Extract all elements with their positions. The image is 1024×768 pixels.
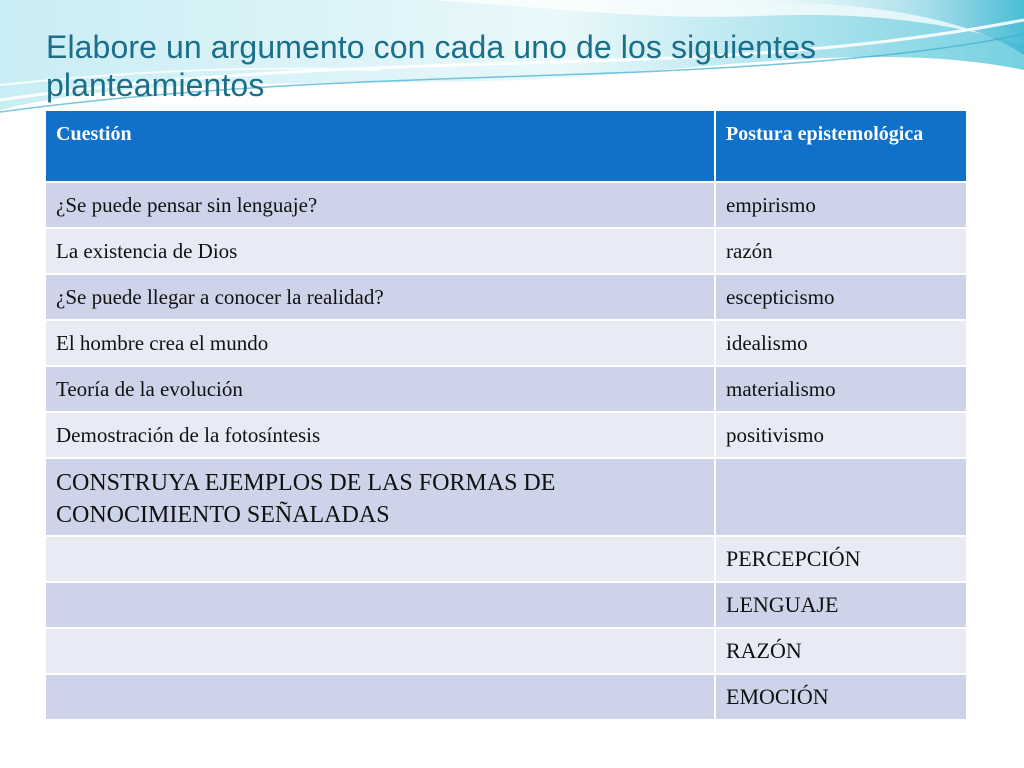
table-row (45, 582, 967, 628)
cell-postura: empirismo (715, 182, 967, 228)
slide-title: Elabore un argumento con cada uno de los siguientes planteamientos (46, 29, 817, 103)
cell-postura: materialismo (715, 366, 967, 412)
table-row (45, 182, 967, 228)
table-row (45, 674, 967, 720)
table-row (45, 320, 967, 366)
cell-forma: PERCEPCIÓN (715, 536, 967, 582)
cell-cuestion: ¿Se puede pensar sin lenguaje? (45, 182, 715, 228)
table-row (45, 412, 967, 458)
cell-forma: RAZÓN (715, 628, 967, 674)
cell-cuestion: La existencia de Dios (45, 228, 715, 274)
table-header-row (45, 110, 967, 182)
cell-forma: EMOCIÓN (715, 674, 967, 720)
cell-cuestion: Demostración de la fotosíntesis (45, 412, 715, 458)
header-postura: Postura epistemológica (715, 110, 967, 182)
cell-forma: LENGUAJE (715, 582, 967, 628)
cell-postura: razón (715, 228, 967, 274)
cell-postura: positivismo (715, 412, 967, 458)
table-row (45, 274, 967, 320)
cell-cuestion: ¿Se puede llegar a conocer la realidad? (45, 274, 715, 320)
table-row (45, 228, 967, 274)
arguments-table-container (44, 109, 966, 721)
cell-postura (715, 458, 967, 536)
cell-instruction: CONSTRUYA EJEMPLOS DE LAS FORMAS DE CONOCIMIENTO SEÑALADAS (45, 458, 715, 536)
table-row (45, 536, 967, 582)
cell-cuestion: Teoría de la evolución (45, 366, 715, 412)
cell-cuestion (45, 536, 715, 582)
cell-cuestion (45, 628, 715, 674)
arguments-table (44, 109, 968, 721)
cell-cuestion (45, 582, 715, 628)
cell-postura: idealismo (715, 320, 967, 366)
header-cuestion: Cuestión (45, 110, 715, 182)
cell-cuestion (45, 674, 715, 720)
table-row (45, 366, 967, 412)
table-row (45, 628, 967, 674)
table-row (45, 458, 967, 536)
cell-cuestion: El hombre crea el mundo (45, 320, 715, 366)
cell-postura: escepticismo (715, 274, 967, 320)
